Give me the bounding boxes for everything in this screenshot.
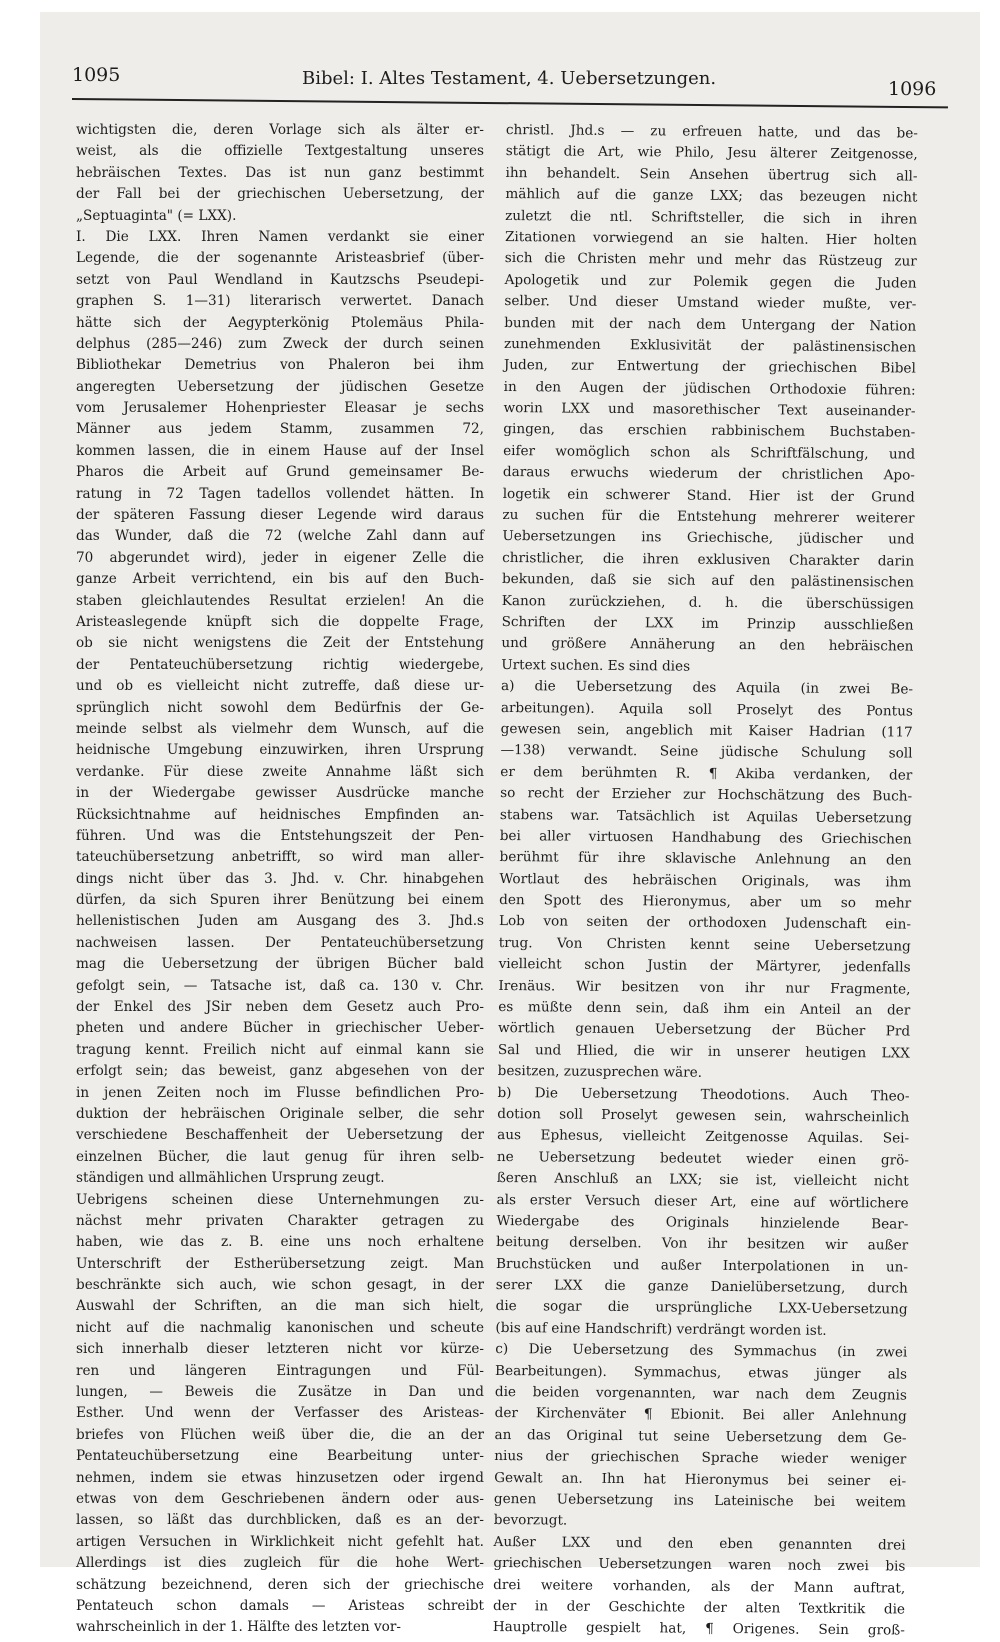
text-line: angeregten Uebersetzung der jüdischen Gesetze: [76, 378, 484, 395]
text-line: schätzung bezeichnend, deren sich der griechische: [76, 1576, 484, 1593]
text-line: dürfen, da sich Spuren ihrer Benützung bei einem: [76, 892, 484, 909]
text-line: er dem berühmten R. ¶ Akiba verdanken, der: [500, 763, 913, 784]
text-line: bekunden, daß sie sich auf den palästinensischen: [501, 571, 915, 591]
text-line: ob sie nicht wenigstens die Zeit der Entstehung: [76, 635, 484, 652]
text-line: pheten und andere Bücher in griechischer Ueber-: [76, 1020, 484, 1037]
text-line: weist, als die offizielle Textgestaltung unseres: [76, 143, 484, 160]
text-line: dings nicht über das 3. Jhd. v. Chr. hinabgehen: [76, 870, 484, 887]
text-line: den Spott des Hieronymus, aber um so mehr: [499, 892, 912, 912]
text-line: Kanon zurückziehen, d. h. die überschüssigen: [501, 592, 914, 613]
text-line: wichtigsten die, deren Vorlage sich als älter er-: [76, 122, 484, 138]
text-line: Gewalt an. Ihn hat Hieronymus bei seiner ei-: [494, 1469, 907, 1490]
text-line: Sal und Hlied, die wir in unserer heutigen LXX: [497, 1041, 910, 1062]
text-line: gewesen sein, angeblich mit Kaiser Hadrian (117: [500, 720, 913, 741]
text-line: Pentateuch schon damals — Aristeas schreibt: [76, 1597, 484, 1614]
text-line: Esther. Und wenn der Verfasser des Aristeas-: [76, 1405, 484, 1422]
text-line: verschiedene Beschaffenheit der Uebersetzung der: [76, 1127, 484, 1144]
text-line: vielleicht schon Justin der Märtyrer, jedenfalls: [498, 956, 911, 976]
text-line: nius der griechischen Sprache wieder weniger: [494, 1448, 907, 1468]
header-rule: [72, 98, 948, 108]
left-column: [76, 120, 484, 1639]
text-line: Hauptrolle gespielt hat, ¶ Origenes. Sein groß-: [492, 1619, 905, 1639]
text-line: Apologetik und zur Polemik gegen die Juden: [504, 271, 917, 292]
text-line: Bruchstücken und außer Interpolationen in un-: [495, 1255, 909, 1276]
text-line: mählich auf die ganze LXX; das bezeugen nicht: [505, 186, 918, 206]
running-head: Bibel: I. Altes Testament, 4. Uebersetzungen.: [302, 68, 717, 89]
text-line: —138) verwandt. Seine jüdische Schulung soll: [500, 742, 913, 762]
text-line: a) die Uebersetzung des Aquila (in zwei Be-: [500, 678, 914, 698]
text-line: sich die Christen mehr und mehr das Rüstzeug zur: [504, 250, 917, 270]
text-line: zuletzt die ntl. Schriftsteller, die sich in ihren: [505, 207, 918, 228]
text-line: stabens war. Tatsächlich ist Aquilas Uebersetzung: [499, 806, 912, 827]
text-line: Lob von seiten der orthodoxen Judenschaft ein-: [498, 913, 912, 934]
text-line: Bibliothekar Demetrius von Phaleron bei ihm: [76, 357, 484, 374]
text-line: der Pentateuchübersetzung richtig wiedergebe,: [76, 656, 484, 673]
text-line: Legende, die der sogenannte Aristeasbrief (über-: [76, 250, 484, 267]
text-line: Zitationen vorwiegend an sie halten. Hier holten: [504, 228, 918, 249]
text-line: verdanke. Für diese zweite Annahme läßt sich: [76, 763, 484, 780]
text-line: nachweisen lassen. Der Pentateuchübersetzung: [76, 934, 484, 951]
text-line: nächst mehr privaten Charakter getragen zu: [76, 1212, 484, 1229]
text-line: ganze Arbeit verrichtend, ein bis auf den Buch-: [76, 571, 484, 588]
text-line: tragung kennt. Freilich nicht auf einmal kann sie: [76, 1041, 484, 1058]
text-line: so recht der Erzieher zur Hochschätzung des Buch-: [500, 785, 913, 805]
text-line: das Wunder, daß die 72 (welche Zahl dann auf: [76, 528, 484, 545]
text-line: daraus erwuchs wiederum der christlichen Apo-: [502, 464, 915, 484]
text-line: es müßte denn sein, daß ihm ein Anteil an der: [498, 998, 911, 1019]
text-line: bei aller virtuosen Handhabung des Griechischen: [499, 827, 912, 848]
text-line: Pentateuchübersetzung eine Bearbeitung unter-: [76, 1448, 484, 1465]
page-header: [40, 12, 980, 122]
text-line: bunden mit der nach dem Untergang der Nation: [504, 314, 917, 335]
text-line: erfolgt sein; das beweist, ganz abgesehen von der: [76, 1063, 484, 1080]
text-line: stätigt die Art, wie Philo, Jesu älterer Zeitgenosse,: [505, 143, 918, 163]
text-line: aus Ephesus, vielleicht Zeitgenosse Aquilas. Sei-: [497, 1127, 910, 1147]
text-line: mag die Uebersetzung der übrigen Bücher bald: [76, 956, 484, 973]
text-line: wörtlich genauen Uebersetzung der Bücher Prd: [498, 1020, 911, 1040]
text-line: Allerdings ist dies zugleich für die hohe Wert-: [76, 1555, 484, 1572]
text-line: staben gleichlautendes Resultat erzielen! An die: [76, 592, 484, 609]
text-line: etwas von dem Geschriebenen ändern oder aus-: [76, 1491, 484, 1507]
text-line: beitung derselben. Von ihr besitzen wir außer: [496, 1234, 909, 1254]
text-line: zunehmenden Exklusivität der palästinensischen: [503, 335, 917, 356]
page-number-right: 1096: [888, 78, 937, 100]
text-line: Pharos die Arbeit auf Grund gemeinsamer Be-: [76, 464, 484, 481]
text-line: Uebersetzungen ins Griechische, jüdischer und: [502, 528, 915, 549]
text-line: lungen, — Beweis die Zusätze in Dan und: [76, 1384, 484, 1401]
text-line: sich innerhalb dieser letzteren nicht vor kürze-: [76, 1341, 484, 1358]
text-line: ihn behandelt. Sein Ansehen übertrug sich all-: [505, 164, 918, 185]
text-line: serer LXX die ganze Danielübersetzung, durch: [495, 1277, 908, 1297]
text-line: in jenen Zeiten noch im Flusse befindlichen Pro-: [76, 1084, 484, 1101]
text-line: nicht auf die nachmalig kanonischen und scheute: [76, 1319, 484, 1336]
text-line: Juden, zur Entwertung der griechischen Bibel: [503, 357, 916, 377]
text-line: christl. Jhd.s — zu erfreuen hatte, und das be-: [505, 121, 918, 142]
text-line: c) Die Uebersetzung des Symmachus (in zwei: [495, 1341, 908, 1361]
text-line: berühmt für ihre sklavische Anlehnung an den: [499, 849, 912, 869]
text-line: eifer womöglich schon als Schriftfälschung, und: [503, 442, 916, 463]
text-line: selber. Und dieser Umstand wieder mußte, ver-: [504, 293, 917, 313]
text-line: der Enkel des JSir neben dem Gesetz auch Pro-: [76, 999, 484, 1016]
text-line: delphus (285—246) zum Zweck der durch seinen: [76, 335, 484, 352]
text-line: führen. Und was die Entstehungszeit der Pen-: [76, 827, 484, 844]
text-line: zu suchen für die Entstehung mehrerer weiterer: [502, 507, 915, 527]
text-line: christlicher, die ihren exklusiven Charakter darin: [502, 549, 915, 570]
right-column: [493, 120, 918, 1642]
text-line: duktion der hebräischen Originale selber, die sehr: [76, 1105, 484, 1122]
text-line: der in der Geschichte der alten Textkritik die: [492, 1597, 906, 1618]
text-line: ren und längeren Eintragungen und Fül-: [76, 1362, 484, 1379]
text-line: gingen, das erschien rabbinischem Buchstaben-: [503, 421, 916, 442]
text-line: kommen lassen, die in einem Hause auf der Insel: [76, 442, 484, 459]
text-line: Außer LXX und den eben genannten drei: [493, 1533, 906, 1554]
text-line: ne Uebersetzung bedeutet wieder einen grö-: [496, 1148, 910, 1169]
text-line: (bis auf eine Handschrift) verdrängt worden ist.: [495, 1319, 827, 1339]
page-number-left: 1095: [72, 64, 121, 86]
text-line: Irenäus. Wir besitzen von ihr nur Fragmente,: [498, 977, 911, 998]
text-line: heidnische Umgebung einzuwirken, ihren Ursprung: [76, 742, 484, 759]
text-line: trug. Von Christen kennt seine Uebersetzung: [498, 934, 911, 955]
text-line: die sogar die ursprüngliche LXX-Uebersetzung: [495, 1298, 908, 1319]
text-line: Männer aus jedem Stamm, zusammen 72,: [76, 421, 484, 438]
text-line: und ob es vielleicht nicht zutreffe, daß diese ur-: [76, 678, 484, 695]
text-line: hellenistischen Juden am Ausgang des 3. Jhd.s: [76, 913, 484, 930]
text-line: der Fall bei der griechischen Uebersetzung, der: [76, 186, 484, 203]
text-line: Bearbeitungen). Symmachus, etwas jünger als: [495, 1362, 908, 1383]
text-line: ratung in 72 Tagen tadellos vollendet hätten. In: [76, 485, 484, 502]
text-line: Rücksichtnahme auf heidnisches Empfinden an-: [76, 806, 484, 823]
text-line: wahrscheinlich in der 1. Hälfte des letzten vor-: [76, 1619, 401, 1636]
text-line: in der Wiedergabe gewisser Ausdrücke manche: [76, 785, 484, 802]
text-line: logetik ein schwerer Stand. Hier ist der Grund: [502, 485, 915, 506]
text-line: hätte sich der Aegypterkönig Ptolemäus Phila-: [76, 314, 484, 331]
text-line: setzt von Paul Wendland in Kautzschs Pseudepi-: [76, 271, 484, 288]
scanned-page: [40, 12, 980, 1639]
text-line: haben, wie das z. B. eine uns noch erhaltene: [76, 1234, 484, 1251]
text-line: der Kirchenväter ¶ Ebionit. Bei aller Anlehnung: [494, 1405, 907, 1425]
text-line: genen Uebersetzung ins Lateinische bei weitem: [493, 1490, 907, 1511]
text-line: als erster Versuch dieser Art, eine auf wörtlichere: [496, 1191, 909, 1212]
text-line: graphen S. 1—31) literarisch verwertet. Danach: [76, 293, 484, 310]
text-line: artigen Versuchen in Wirklichkeit nicht gefehlt hat.: [76, 1533, 484, 1550]
text-line: tateuchübersetzung anbetrifft, so wird man aller-: [76, 849, 484, 866]
text-line: die beiden vorgenannten, war nach dem Zeugnis: [494, 1383, 907, 1404]
text-line: Wortlaut des hebräischen Originals, was ihm: [499, 870, 912, 891]
text-line: b) Die Uebersetzung Theodotions. Auch Theo-: [497, 1084, 910, 1105]
text-line: lassen, so läßt das durchblicken, daß es an der-: [76, 1512, 484, 1529]
text-line: griechischen Uebersetzungen waren noch zwei bis: [493, 1555, 906, 1575]
text-line: Auswahl der Schriften, an die man sich hielt,: [76, 1298, 484, 1315]
text-line: Schriften der LXX im Prinzip ausschließen: [501, 613, 914, 634]
text-line: 70 abgerundet wird), jeder in eigener Zelle die: [76, 549, 484, 566]
text-line: Unterschrift der Estherübersetzung zeigt. Man: [76, 1255, 484, 1272]
text-line: arbeitungen). Aquila soll Proselyt des Pontus: [500, 699, 913, 720]
text-line: briefes von Flüchen weiß über die, die an der: [76, 1426, 484, 1443]
text-line: gefolgt sein, — Tatsache ist, daß ca. 130 v. Chr.: [76, 977, 484, 994]
text-line: ßeren Anschluß an LXX; sie ist, vielleicht nicht: [496, 1170, 909, 1190]
text-line: sprünglich nicht sowohl dem Bedürfnis der Ge-: [76, 699, 484, 716]
text-line: Uebrigens scheinen diese Unternehmungen zu-: [76, 1191, 484, 1208]
text-line: in den Augen der jüdischen Orthodoxie führen:: [503, 378, 916, 399]
text-line: ständigen und allmählichen Ursprung zeugt.: [76, 1170, 385, 1187]
text-line: vom Jerusalemer Hohenpriester Eleasar je sechs: [76, 400, 484, 417]
text-line: worin LXX und masorethischer Text auseinander-: [503, 400, 916, 420]
text-line: einzelnen Bücher, die laut genug für ihren selb-: [76, 1148, 484, 1165]
text-line: und größere Annäherung an den hebräischen: [501, 635, 914, 655]
text-line: hebräischen Textes. Das ist nun ganz bestimmt: [76, 164, 484, 181]
text-line: Urtext suchen. Es sind dies: [501, 656, 691, 675]
text-line: meinde selbst als vielmehr dem Wunsch, auf die: [76, 720, 484, 737]
text-line: dotion soll Proselyt gewesen sein, wahrscheinlich: [497, 1105, 910, 1126]
text-line: der späteren Fassung dieser Legende wird daraus: [76, 507, 484, 524]
text-line: drei weitere vorhanden, als der Mann auftrat,: [493, 1576, 906, 1597]
text-line: nehmen, indem sie etwas hinzusetzen oder irgend: [76, 1469, 484, 1486]
text-line: I. Die LXX. Ihren Namen verdankt sie einer: [76, 228, 484, 245]
text-line: „Septuaginta" (= LXX).: [76, 207, 237, 224]
text-line: beschränkte sich auch, wie schon gesagt, in der: [76, 1277, 484, 1294]
text-line: Wiedergabe des Originals hinzielende Bear-: [496, 1212, 909, 1233]
text-line: Aristeaslegende knüpft sich die doppelte Frage,: [76, 613, 484, 630]
text-line: besitzen, zuzusprechen wäre.: [497, 1063, 703, 1081]
text-line: bevorzugt.: [493, 1512, 568, 1529]
text-line: an das Original tut seine Uebersetzung dem Ge-: [494, 1426, 907, 1447]
